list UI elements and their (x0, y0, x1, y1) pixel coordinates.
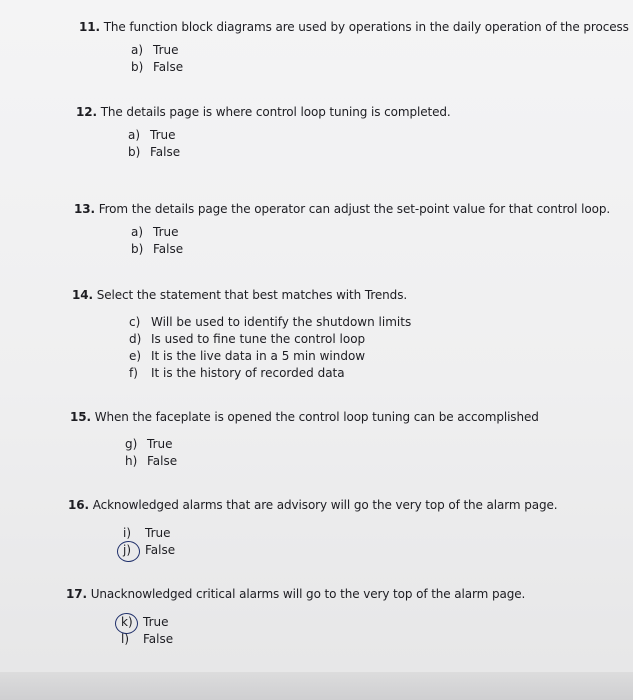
option-letter: b) (131, 60, 144, 74)
option-list (128, 127, 503, 161)
option-letter: h) (125, 454, 138, 468)
question-13 (74, 202, 610, 258)
option-a[interactable] (131, 42, 633, 59)
question-text (72, 288, 407, 302)
option-letter: d) (129, 332, 142, 346)
question-text (76, 105, 451, 119)
option-letter: a) (131, 225, 144, 239)
option-list (123, 525, 613, 559)
page-bottom-edge (0, 672, 633, 700)
question-stem: The function block diagrams are used by operations in the daily operation of the process (103, 20, 629, 34)
option-a[interactable] (131, 224, 633, 241)
option-list (129, 314, 464, 382)
question-11 (79, 20, 629, 76)
option-letter: l) (121, 632, 130, 646)
option-b[interactable] (131, 241, 633, 258)
option-letter: i) (123, 526, 132, 540)
option-k[interactable] (121, 614, 580, 631)
option-b[interactable] (128, 144, 503, 161)
option-list (121, 614, 580, 648)
question-stem: From the details page the operator can adjust the set-point value for that control loop. (98, 202, 611, 216)
option-g[interactable] (125, 436, 594, 453)
option-h[interactable] (125, 453, 594, 470)
option-a[interactable] (128, 127, 503, 144)
option-text: True (147, 437, 173, 451)
option-text: It is the live data in a 5 min window (151, 349, 366, 363)
option-letter: f) (129, 366, 138, 380)
question-number: 16. (68, 498, 89, 512)
question-14 (72, 288, 412, 382)
question-text (79, 20, 629, 34)
option-letter: b) (128, 145, 141, 159)
option-c[interactable] (129, 314, 464, 331)
question-stem: Acknowledged alarms that are advisory will go the very top of the alarm page. (92, 498, 558, 512)
option-letter: a) (128, 128, 141, 142)
option-i[interactable] (123, 525, 613, 542)
option-d[interactable] (129, 331, 464, 348)
question-text (70, 410, 539, 424)
option-letter: c) (129, 315, 141, 329)
question-stem: Unacknowledged critical alarms will go to the very top of the alarm page. (90, 587, 526, 601)
option-letter: a) (131, 43, 144, 57)
option-letter: g) (125, 437, 138, 451)
option-text: True (143, 615, 169, 629)
question-text (66, 587, 525, 601)
option-l[interactable] (121, 631, 580, 648)
option-text: False (145, 543, 176, 557)
option-text: False (147, 454, 178, 468)
question-15 (70, 410, 539, 470)
question-stem: The details page is where control loop tuning is completed. (100, 105, 451, 119)
option-text: Will be used to identify the shutdown limits (151, 315, 412, 329)
option-text: Is used to fine tune the control loop (151, 332, 366, 346)
question-number: 13. (74, 202, 95, 216)
option-text: False (153, 60, 184, 74)
option-list (131, 42, 633, 76)
option-list (131, 224, 633, 258)
option-e[interactable] (129, 348, 464, 365)
option-text: True (150, 128, 176, 142)
question-number: 17. (66, 587, 87, 601)
option-letter: e) (129, 349, 142, 363)
question-number: 12. (76, 105, 97, 119)
question-16 (68, 498, 558, 559)
option-text: True (153, 43, 179, 57)
option-text: False (150, 145, 181, 159)
question-number: 11. (79, 20, 100, 34)
option-text: True (145, 526, 171, 540)
question-stem: When the faceplate is opened the control loop tuning can be accomplished (94, 410, 539, 424)
question-text (68, 498, 558, 512)
option-text: False (143, 632, 174, 646)
option-list (125, 436, 594, 470)
question-17 (66, 587, 525, 648)
option-letter: k) (121, 615, 133, 629)
question-12 (76, 105, 451, 161)
option-b[interactable] (131, 59, 633, 76)
option-text: False (153, 242, 184, 256)
question-text (74, 202, 610, 216)
option-text: It is the history of recorded data (151, 366, 345, 380)
option-letter: b) (131, 242, 144, 256)
question-number: 14. (72, 288, 93, 302)
option-f[interactable] (129, 365, 464, 382)
option-j[interactable] (123, 542, 613, 559)
option-text: True (153, 225, 179, 239)
question-number: 15. (70, 410, 91, 424)
question-stem: Select the statement that best matches with Trends. (96, 288, 408, 302)
option-letter: j) (123, 543, 132, 557)
